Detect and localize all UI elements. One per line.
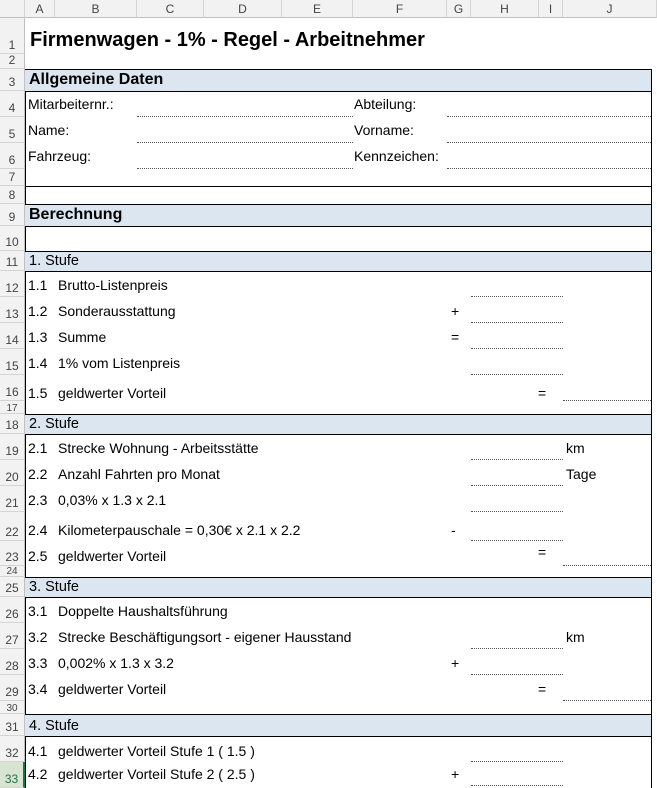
item-label-1-5: geldwerter Vorteil — [58, 385, 167, 401]
fahrzeug-field[interactable] — [137, 168, 353, 169]
operator-4-2: + — [451, 766, 460, 782]
column-header-b[interactable]: B — [55, 0, 137, 18]
kennzeichen-field[interactable] — [447, 168, 651, 169]
item-label-1-1: Brutto-Listenpreis — [58, 277, 168, 293]
item-num-2-5: 2.5 — [28, 548, 48, 564]
row-header-16[interactable]: 16 — [0, 375, 25, 401]
value-field-4-2[interactable] — [471, 785, 563, 786]
row-header-8[interactable]: 8 — [0, 186, 25, 204]
row-header-1[interactable]: 1 — [0, 18, 25, 54]
name-field[interactable] — [137, 142, 353, 143]
item-label-2-1: Strecke Wohnung - Arbeitsstätte — [58, 440, 259, 456]
row-header-14[interactable]: 14 — [0, 323, 25, 349]
row-header-6[interactable]: 6 — [0, 143, 25, 169]
value-field-2-3[interactable] — [471, 511, 563, 512]
row-header-15[interactable]: 15 — [0, 349, 25, 375]
stufe4-header: 4. Stufe — [25, 714, 651, 737]
column-header-j[interactable]: J — [563, 0, 657, 18]
column-header-c[interactable]: C — [137, 0, 204, 18]
item-label-2-4: Kilometerpauschale = 0,30€ x 2.1 x 2.2 — [58, 522, 301, 538]
item-num-2-3: 2.3 — [28, 492, 48, 508]
item-label-4-1: geldwerter Vorteil Stufe 1 ( 1.5 ) — [58, 743, 255, 759]
item-label-2-3: 0,03% x 1.3 x 2.1 — [58, 492, 167, 508]
row-header-26[interactable]: 26 — [0, 597, 25, 623]
value-field-1-2[interactable] — [471, 322, 563, 323]
row-header-31[interactable]: 31 — [0, 714, 25, 736]
column-header-e[interactable]: E — [282, 0, 353, 18]
item-num-3-4: 3.4 — [28, 681, 48, 697]
stufe1-header: 1. Stufe — [25, 251, 651, 272]
item-num-3-1: 3.1 — [28, 603, 48, 619]
kennzeichen-label: Kennzeichen: — [354, 148, 439, 164]
abteilung-field[interactable] — [447, 116, 651, 117]
form-right-border — [651, 69, 652, 788]
row-header-4[interactable]: 4 — [0, 91, 25, 117]
value-field-1-3[interactable] — [471, 348, 563, 349]
mitarbeiternr-field[interactable] — [137, 116, 353, 117]
operator-1-2: + — [451, 303, 460, 319]
value-field-1-4[interactable] — [471, 374, 563, 375]
operator-2-5: = — [538, 544, 547, 560]
unit-3-2: km — [566, 629, 585, 645]
item-label-3-2: Strecke Beschäftigungsort - eigener Hausstand — [58, 629, 352, 645]
item-label-3-1: Doppelte Haushaltsführung — [58, 603, 228, 619]
name-label: Name: — [28, 122, 70, 138]
column-header-d[interactable]: D — [204, 0, 282, 18]
row-header-27[interactable]: 27 — [0, 623, 25, 649]
row-header-30[interactable]: 30 — [0, 701, 25, 714]
stufe3-header: 3. Stufe — [25, 577, 651, 598]
row-header-19[interactable]: 19 — [0, 434, 25, 460]
row-header-33[interactable]: 33 — [0, 762, 25, 788]
value-field-3-2[interactable] — [471, 648, 563, 649]
row-header-5[interactable]: 5 — [0, 117, 25, 143]
page-title: Firmenwagen - 1% - Regel - Arbeitnehmer — [30, 29, 425, 51]
vorname-field[interactable] — [447, 142, 651, 143]
item-num-1-3: 1.3 — [28, 329, 48, 345]
operator-1-5: = — [538, 385, 547, 401]
item-label-1-2: Sonderausstattung — [58, 303, 176, 319]
vorname-label: Vorname: — [354, 122, 414, 138]
item-label-1-4: 1% vom Listenpreis — [58, 355, 181, 371]
column-header-f[interactable]: F — [353, 0, 447, 18]
row-header-20[interactable]: 20 — [0, 460, 25, 486]
item-label-2-5: geldwerter Vorteil — [58, 548, 167, 564]
row-header-21[interactable]: 21 — [0, 486, 25, 512]
row-header-10[interactable]: 10 — [0, 226, 25, 251]
general-section-header: Allgemeine Daten — [25, 69, 651, 92]
row-header-12[interactable]: 12 — [0, 271, 25, 297]
item-num-4-2: 4.2 — [28, 766, 48, 782]
item-label-3-4: geldwerter Vorteil — [58, 681, 167, 697]
item-num-1-2: 1.2 — [28, 303, 48, 319]
item-label-4-2: geldwerter Vorteil Stufe 2 ( 2.5 ) — [58, 766, 255, 782]
row-header-11[interactable]: 11 — [0, 251, 25, 271]
mitarbeiternr-label: Mitarbeiternr.: — [28, 96, 114, 112]
operator-3-3: + — [451, 655, 460, 671]
unit-2-2: Tage — [566, 466, 597, 482]
value-field-2-5[interactable] — [563, 565, 651, 566]
row-header-25[interactable]: 25 — [0, 577, 25, 597]
value-field-2-2[interactable] — [471, 485, 563, 486]
column-header-a[interactable]: A — [25, 0, 55, 18]
item-num-3-2: 3.2 — [28, 629, 48, 645]
row-header-29[interactable]: 29 — [0, 675, 25, 701]
item-num-2-4: 2.4 — [28, 522, 48, 538]
fahrzeug-label: Fahrzeug: — [28, 148, 92, 164]
row-header-32[interactable]: 32 — [0, 736, 25, 762]
row-header-23[interactable]: 23 — [0, 541, 25, 566]
item-num-1-4: 1.4 — [28, 355, 48, 371]
value-field-2-4[interactable] — [471, 540, 563, 541]
item-num-1-1: 1.1 — [28, 277, 48, 293]
operator-1-3: = — [451, 329, 460, 345]
row-header-7[interactable]: 7 — [0, 169, 25, 186]
select-all-corner[interactable] — [0, 0, 25, 18]
item-num-2-1: 2.1 — [28, 440, 48, 456]
column-header-i[interactable]: I — [539, 0, 563, 18]
unit-2-1: km — [566, 440, 585, 456]
item-num-1-5: 1.5 — [28, 385, 48, 401]
column-header-h[interactable]: H — [471, 0, 539, 18]
row-header-28[interactable]: 28 — [0, 649, 25, 675]
row-header-2[interactable]: 2 — [0, 54, 25, 69]
operator-2-4: - — [451, 522, 456, 538]
row-header-18[interactable]: 18 — [0, 414, 25, 434]
row-header-22[interactable]: 22 — [0, 512, 25, 541]
row-header-3[interactable]: 3 — [0, 69, 25, 91]
item-num-2-2: 2.2 — [28, 466, 48, 482]
value-field-2-1[interactable] — [471, 459, 563, 460]
item-label-3-3: 0,002% x 1.3 x 3.2 — [58, 655, 174, 671]
value-field-3-4[interactable] — [563, 700, 651, 701]
calculation-section-header: Berechnung — [25, 204, 651, 227]
general-section-bottom-border — [25, 186, 651, 187]
item-label-2-2: Anzahl Fahrten pro Monat — [58, 466, 220, 482]
value-field-1-1[interactable] — [471, 296, 563, 297]
item-num-4-1: 4.1 — [28, 743, 48, 759]
row-header-13[interactable]: 13 — [0, 297, 25, 323]
row-header-24[interactable]: 24 — [0, 566, 25, 577]
value-field-3-3[interactable] — [471, 674, 563, 675]
item-num-3-3: 3.3 — [28, 655, 48, 671]
value-field-4-1[interactable] — [471, 761, 563, 762]
row-header-9[interactable]: 9 — [0, 204, 25, 226]
stufe2-header: 2. Stufe — [25, 414, 651, 435]
abteilung-label: Abteilung: — [354, 96, 417, 112]
column-header-g[interactable]: G — [447, 0, 471, 18]
value-field-1-5[interactable] — [563, 400, 651, 401]
item-label-1-3: Summe — [58, 329, 107, 345]
operator-3-4: = — [538, 681, 547, 697]
row-header-17[interactable]: 17 — [0, 401, 25, 414]
